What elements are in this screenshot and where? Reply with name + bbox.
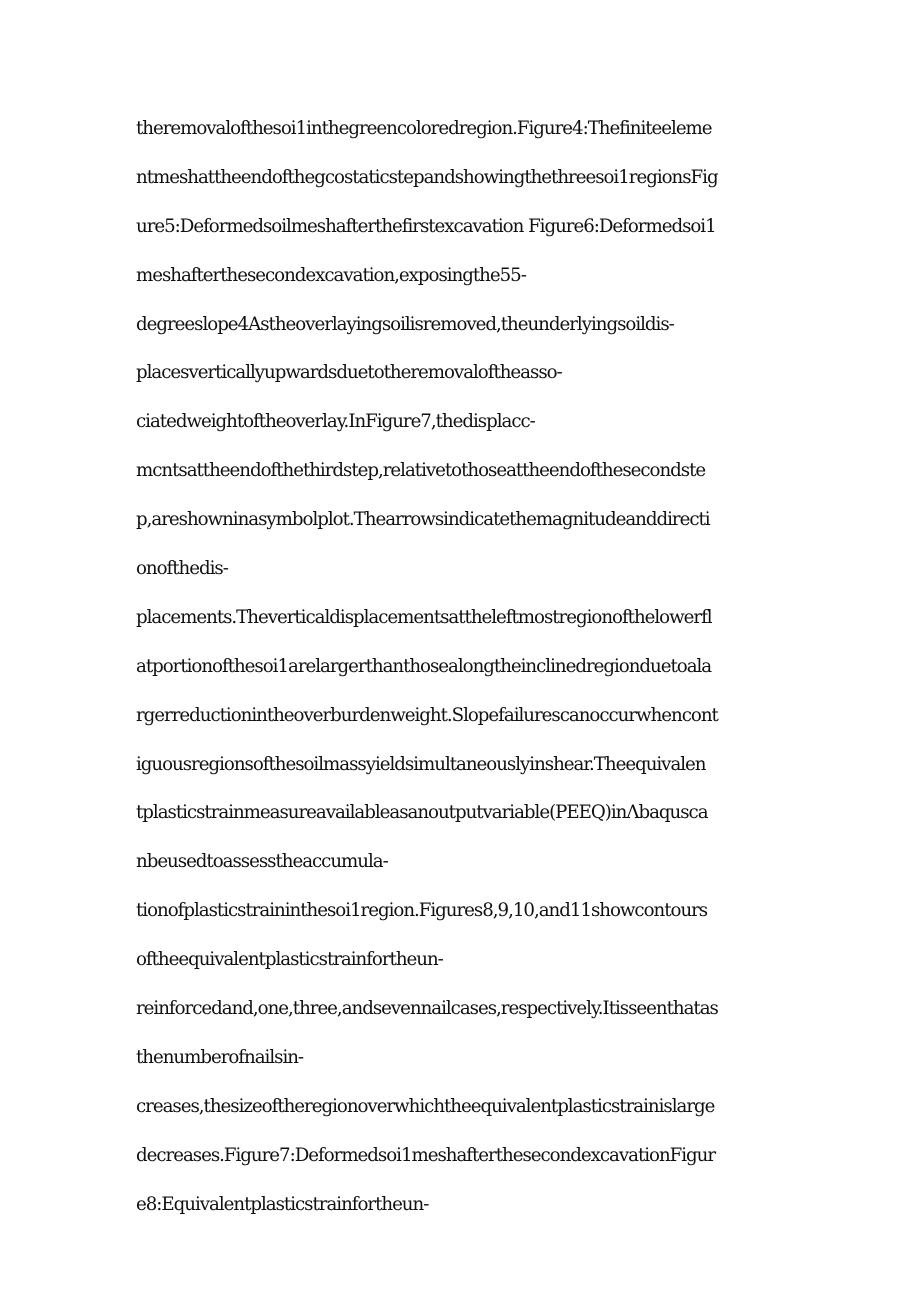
text-line-3: ure5:Deformedsoilmeshafterthefirstexcavation Figure6:Deformedsoi1 [136,215,716,237]
text-line-11: placements.Theverticaldisplacementsattheleftmostregionofthelowerfl [136,606,712,628]
text-line-4: meshafterthesecondexcavation,exposingthe55- [136,264,526,286]
text-line-21: creases,thesizeoftheregionoverwhichtheequivalentplasticstrainislarge [136,1095,715,1117]
text-line-18: oftheequivalentplasticstrainfortheun- [136,949,443,971]
text-line-15: tplasticstrainmeasureavailableasanoutputvariable(PEEQ)inΛbaqusca [136,802,708,824]
text-line-1: theremovalofthesoi1inthegreencoloredregion.Figure4:Thefiniteeleme [136,118,712,139]
body-text [136,110,796,1234]
text-line-5: degreeslope4Astheoverlayingsoilisremoved,theunderlyingsoildis- [136,313,674,335]
text-line-23: e8:Equivalentplasticstrainfortheun- [136,1193,429,1215]
text-line-10: onofthedis- [136,558,228,580]
text-line-7: ciatedweightoftheoverlay.InFigure7,thedisplacc- [136,411,535,433]
text-line-17: tionofplasticstraininthesoi1region.Figures8,9,10,and11showcontours [136,900,708,922]
text-line-9: p,areshowninasymbolplot.Thearrowsindicatethemagnitudeanddirecti [136,509,710,531]
text-line-19: reinforcedand,one,three,andsevennailcases,respectively.Itisseenthatas [136,998,718,1020]
text-line-22: decreases.Figure7:Deformedsoi1meshafterthesecondexcavationFigur [136,1144,716,1166]
text-line-13: rgerreductionintheoverburdenweight.Slopefailurescanoccurwhencont [136,704,718,726]
text-line-6: placesverticallyupwardsduetotheremovaloftheasso- [136,362,562,384]
text-line-16: nbeusedtoassesstheaccumula- [136,851,388,873]
text-line-20: thenumberofnailsin- [136,1046,304,1068]
text-line-2: ntmeshattheendofthegcostaticstepandshowingthethreesoi1regionsFig [136,166,718,188]
text-line-14: iguousregionsofthesoilmassyieldsimultaneouslyinshear.Theequivalen [136,753,706,775]
text-line-12: atportionofthesoi1arelargerthanthosealongtheinclinedregionduetoala [136,655,712,677]
text-line-8: mcntsattheendofthethirdstep,relativetothoseattheendofthesecondste [136,460,706,482]
